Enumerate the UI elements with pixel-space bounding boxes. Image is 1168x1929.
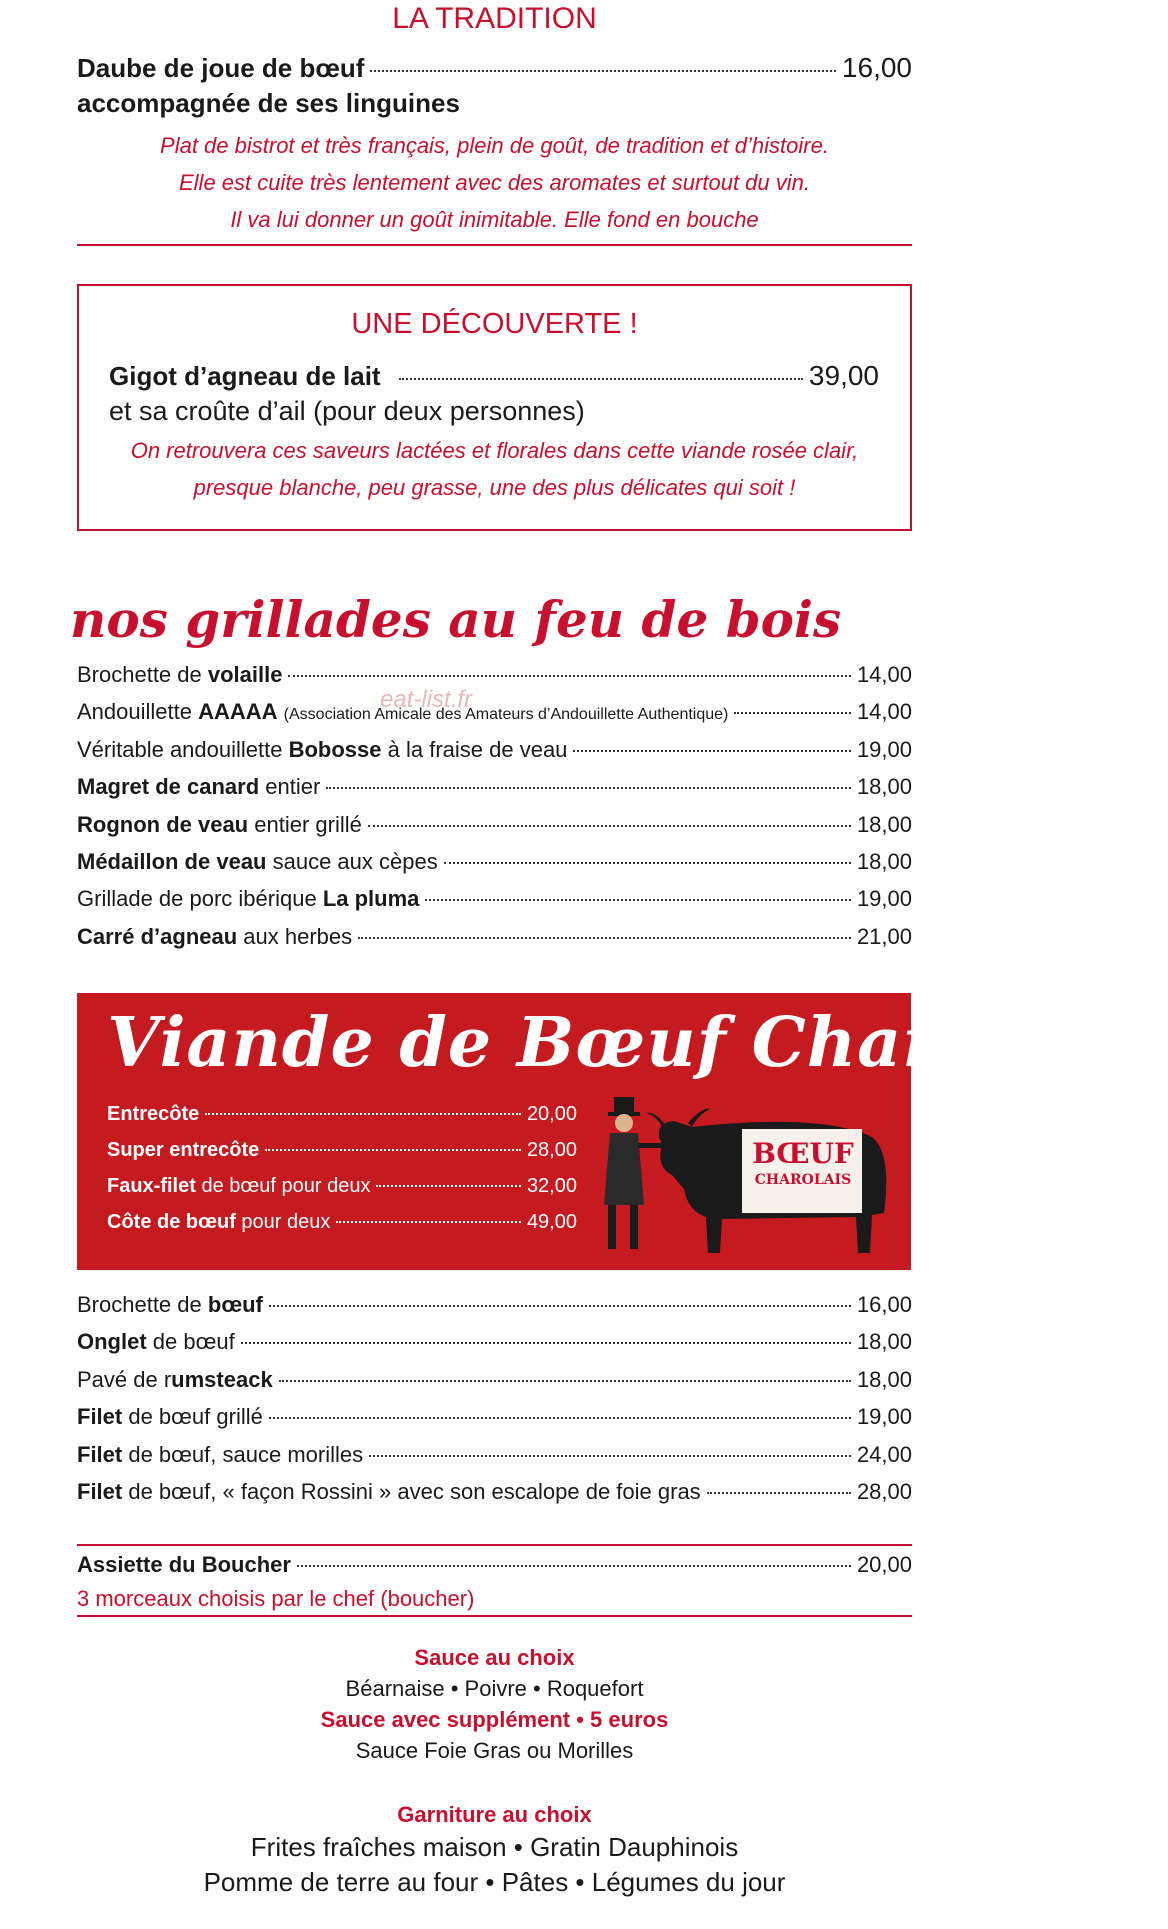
- badge-line-1: BŒUF: [752, 1137, 854, 1170]
- leader-dots: [358, 937, 851, 939]
- item-note: (Association Amicale des Amateurs d’Andouillette Authentique): [283, 706, 729, 724]
- section-heading-decouverte: UNE DÉCOUVERTE !: [351, 308, 638, 340]
- garniture-section: [0, 1800, 989, 1900]
- watermark: eat-list.fr: [380, 686, 473, 713]
- leader-dots: [265, 1149, 521, 1151]
- charolaise-list: [107, 1103, 577, 1247]
- menu-item: Rognon de veau entier grillé 18,00: [77, 811, 912, 837]
- leader-dots: [376, 1185, 520, 1187]
- item-name: Assiette du Boucher: [77, 1552, 291, 1577]
- menu-item: Filet de bœuf, sauce morilles 24,00: [77, 1441, 912, 1467]
- item-price: 39,00: [808, 360, 879, 391]
- item-price: 18,00: [856, 811, 912, 837]
- item-price: 14,00: [856, 662, 912, 687]
- item-price: 49,00: [526, 1211, 577, 1233]
- leader-dots: [269, 1417, 851, 1419]
- boeuf-list: [77, 1292, 912, 1516]
- item-price: 20,00: [526, 1103, 577, 1125]
- menu-item: Médaillon de veau sauce aux cèpes 18,00: [77, 848, 912, 874]
- menu-item: Entrecôte 20,00: [107, 1103, 577, 1125]
- tradition-item: [77, 52, 912, 119]
- leader-dots: [279, 1380, 851, 1382]
- description-line: Elle est cuite très lentement avec des aromates et surtout du vin.: [179, 170, 810, 195]
- menu-item: Carré d’agneau aux herbes 21,00: [77, 923, 912, 949]
- leader-dots: [734, 712, 851, 714]
- banner-title: Viande de Bœuf Charolaise: [107, 1003, 1168, 1083]
- divider: [77, 244, 912, 246]
- item-name: Daube de joue de bœuf: [77, 53, 365, 83]
- boucher-description: 3 morceaux choisis par le chef (boucher): [77, 1586, 475, 1611]
- menu-item: Brochette de bœuf 16,00: [77, 1292, 912, 1317]
- sauce-heading: Sauce au choix: [414, 1645, 575, 1670]
- tradition-description: [77, 127, 912, 238]
- leader-dots: [241, 1342, 851, 1344]
- item-name-line-2: et sa croûte d’ail (pour deux personnes): [109, 396, 585, 426]
- menu-item: Grillade de porc ibérique La pluma 19,00: [77, 886, 912, 912]
- item-name-line-2: accompagnée de ses linguines: [77, 88, 460, 118]
- sauce-supplement-heading: Sauce avec supplément • 5 euros: [320, 1707, 669, 1732]
- leader-dots: [399, 378, 803, 380]
- item-price: 19,00: [856, 886, 912, 912]
- menu-item: Faux-filet de bœuf pour deux 32,00: [107, 1175, 577, 1197]
- sauces-section: [0, 1642, 989, 1766]
- leader-dots: [707, 1492, 851, 1494]
- item-price: 16,00: [841, 52, 912, 83]
- description-line: Il va lui donner un goût inimitable. Elle fond en bouche: [230, 207, 759, 232]
- item-price: 28,00: [526, 1139, 577, 1161]
- leader-dots: [336, 1221, 521, 1223]
- menu-item: Andouillette AAAAA (Association Amicale des Amateurs d’Andouillette Authentique) 14,00: [77, 699, 912, 725]
- item-price: 32,00: [526, 1175, 577, 1197]
- item-price: 19,00: [856, 1404, 912, 1430]
- description-line: Plat de bistrot et très français, plein de goût, de tradition et d’histoire.: [160, 133, 829, 158]
- boeuf-charolais-badge: [743, 1129, 863, 1213]
- decouverte-description: [79, 432, 910, 506]
- item-price: 14,00: [856, 699, 912, 725]
- item-price: 28,00: [856, 1478, 912, 1504]
- leader-dots: [444, 862, 851, 864]
- menu-item: Filet de bœuf, « façon Rossini » avec son escalope de foie gras 28,00: [77, 1478, 912, 1504]
- menu-item: Brochette de volaille 14,00: [77, 662, 912, 687]
- leader-dots: [368, 825, 851, 827]
- boucher-item: [77, 1552, 912, 1612]
- item-price: 18,00: [856, 774, 912, 800]
- section-heading-tradition: LA TRADITION: [392, 2, 597, 35]
- menu-item: Véritable andouillette Bobosse à la fraise de veau 19,00: [77, 736, 912, 762]
- decouverte-box: [77, 284, 912, 531]
- garniture-heading: Garniture au choix: [397, 1802, 592, 1827]
- charolaise-banner: [77, 993, 1168, 1270]
- leader-dots: [269, 1305, 851, 1307]
- grillades-list: [77, 662, 912, 961]
- menu-item: Pavé de rumsteack 18,00: [77, 1366, 912, 1392]
- leader-dots: [288, 675, 850, 677]
- menu-item: Onglet de bœuf 18,00: [77, 1329, 912, 1355]
- leader-dots: [370, 70, 835, 72]
- menu-item: Côte de bœuf pour deux 49,00: [107, 1211, 577, 1233]
- menu-item: Filet de bœuf grillé 19,00: [77, 1404, 912, 1430]
- item-price: 18,00: [856, 1329, 912, 1355]
- badge-line-2: CHAROLAIS: [754, 1172, 852, 1188]
- sauce-list: Béarnaise • Poivre • Roquefort: [345, 1676, 644, 1701]
- item-price: 20,00: [856, 1552, 912, 1577]
- garniture-line: Pomme de terre au four • Pâtes • Légumes du jour: [203, 1867, 786, 1897]
- item-price: 18,00: [856, 1366, 912, 1392]
- leader-dots: [369, 1455, 851, 1457]
- item-price: 21,00: [856, 923, 912, 949]
- sauce-supplement-list: Sauce Foie Gras ou Morilles: [355, 1738, 634, 1763]
- item-price: 18,00: [856, 848, 912, 874]
- item-name: Gigot d’agneau de lait: [109, 361, 381, 391]
- garniture-line: Frites fraîches maison • Gratin Dauphinois: [250, 1832, 739, 1862]
- item-price: 16,00: [856, 1292, 912, 1317]
- leader-dots: [573, 750, 851, 752]
- leader-dots: [425, 899, 851, 901]
- divider: [77, 1544, 912, 1546]
- leader-dots: [297, 1565, 851, 1567]
- description-line: presque blanche, peu grasse, une des plus délicates qui soit !: [193, 475, 796, 500]
- item-price: 24,00: [856, 1441, 912, 1467]
- leader-dots: [205, 1113, 521, 1115]
- item-price: 19,00: [856, 736, 912, 762]
- leader-dots: [326, 787, 851, 789]
- divider: [77, 1615, 912, 1617]
- description-line: On retrouvera ces saveurs lactées et florales dans cette viande rosée clair,: [130, 438, 859, 463]
- menu-item: Super entrecôte 28,00: [107, 1139, 577, 1161]
- menu-item: Magret de canard entier 18,00: [77, 774, 912, 800]
- section-heading-grillades: nos grillades au feu de bois: [70, 590, 842, 649]
